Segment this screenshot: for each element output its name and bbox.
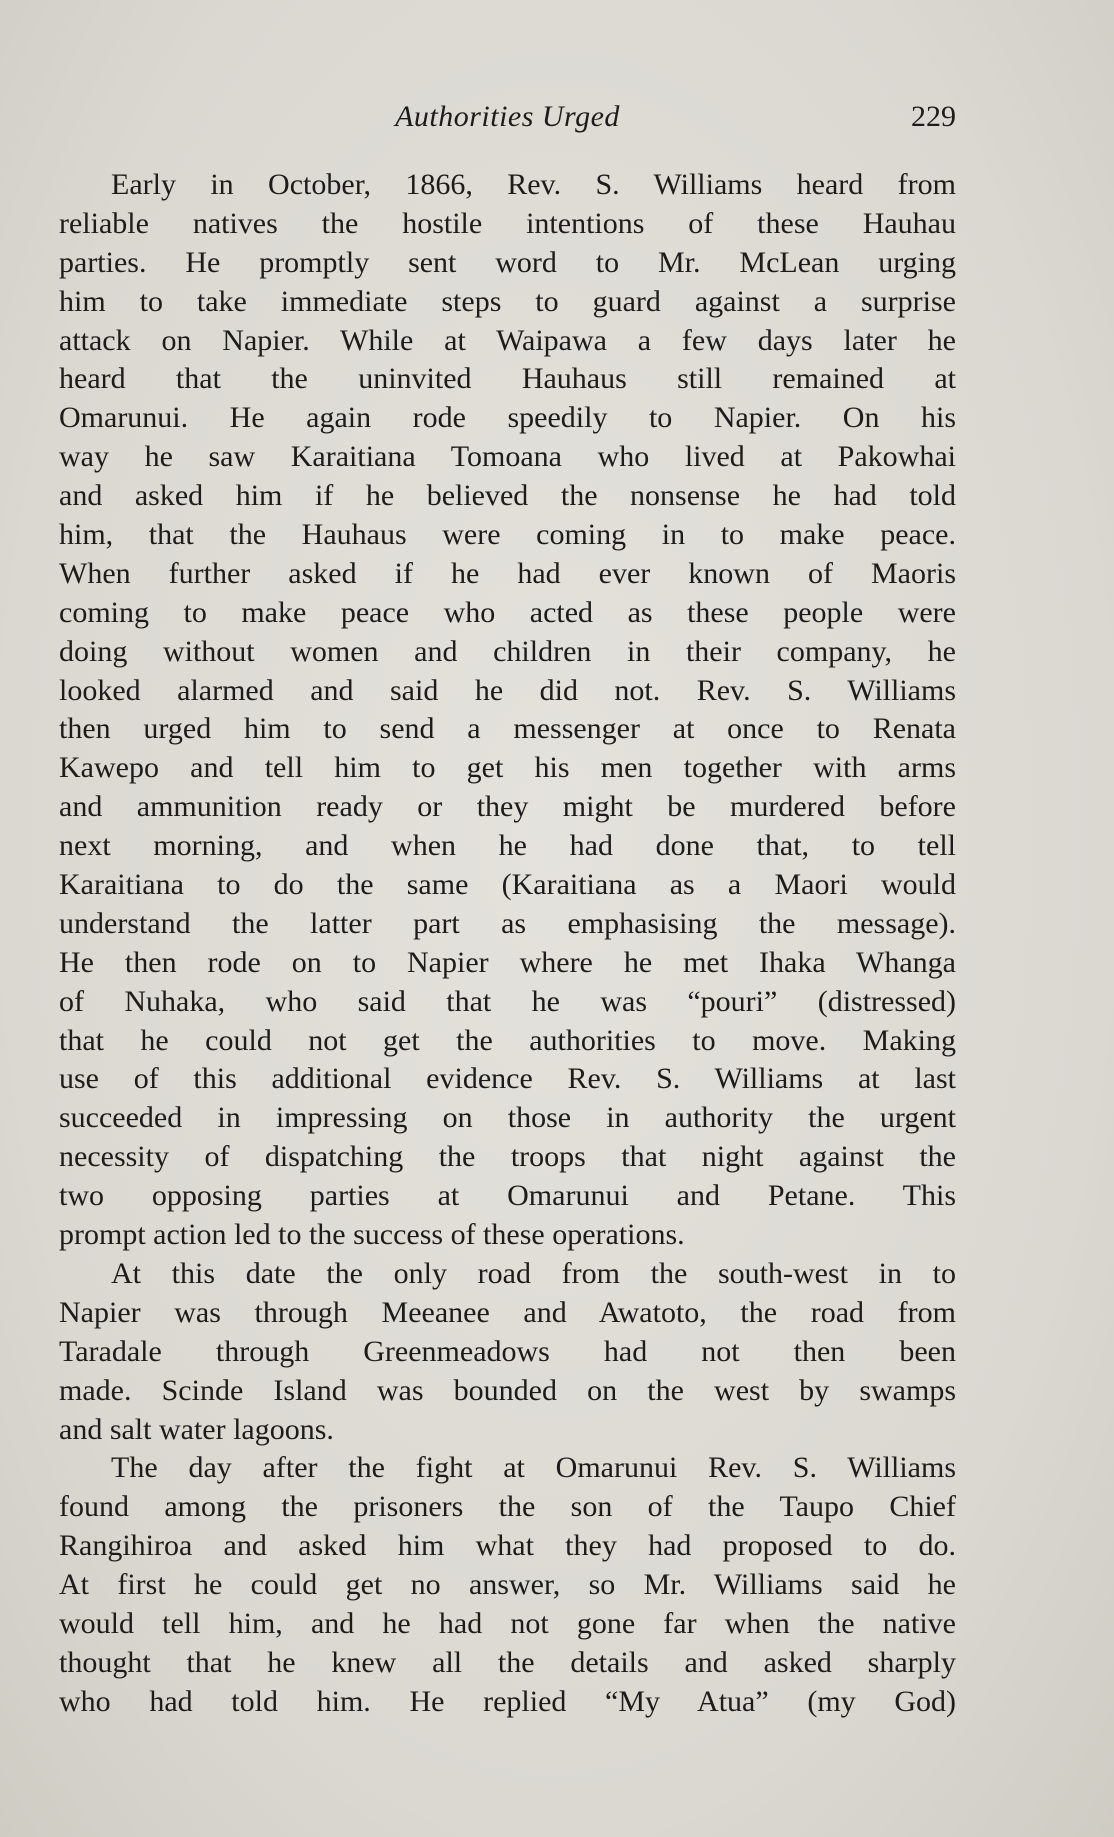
text-line: of Nuhaka, who said that he was “pouri” (distressed)	[59, 984, 956, 1018]
text-line: At this date the only road from the south-west in to	[111, 1256, 956, 1290]
text-line: When further asked if he had ever known of Maoris	[59, 556, 956, 590]
running-title: Authorities Urged	[395, 100, 620, 133]
text-line: way he saw Karaitiana Tomoana who lived at Pakowhai	[59, 440, 956, 474]
text-line: that he could not get the authorities to move. Making	[59, 1023, 956, 1057]
text-line: who had told him. He replied “My Atua” (my God)	[59, 1684, 956, 1718]
paragraph	[59, 1255, 956, 1449]
body-text	[59, 166, 956, 1722]
text-line: attack on Napier. While at Waipawa a few days later he	[59, 323, 956, 357]
text-line: reliable natives the hostile intentions of these Hauhau	[59, 206, 956, 240]
text-line: He then rode on to Napier where he met Ihaka Whanga	[59, 945, 956, 979]
text-line: him, that the Hauhaus were coming in to make peace.	[59, 518, 956, 552]
text-line: Early in October, 1866, Rev. S. Williams heard from	[111, 168, 956, 201]
text-line: parties. He promptly sent word to Mr. McLean urging	[59, 245, 956, 279]
text-line: made. Scinde Island was bounded on the west by swamps	[59, 1373, 956, 1407]
text-line: and salt water lagoons.	[59, 1412, 334, 1446]
text-line: heard that the uninvited Hauhaus still remained at	[59, 362, 956, 396]
paragraph	[59, 1449, 956, 1721]
text-line: use of this additional evidence Rev. S. Williams at last	[59, 1062, 956, 1096]
text-line: The day after the fight at Omarunui Rev. S. Williams	[111, 1451, 956, 1485]
text-line: would tell him, and he had not gone far when the native	[59, 1606, 956, 1640]
text-line: prompt action led to the success of these operations.	[59, 1218, 685, 1252]
text-line: Karaitiana to do the same (Karaitiana as a Maori would	[59, 868, 956, 902]
text-line: coming to make peace who acted as these people were	[59, 595, 956, 629]
text-line: thought that he knew all the details and asked sharply	[59, 1645, 956, 1679]
text-line: looked alarmed and said he did not. Rev. S. Williams	[59, 673, 956, 707]
text-line: then urged him to send a messenger at once to Renata	[59, 712, 956, 746]
text-line: and asked him if he believed the nonsense he had told	[59, 479, 956, 513]
text-line: Taradale through Greenmeadows had not then been	[59, 1334, 956, 1368]
paragraph	[59, 166, 956, 1255]
text-line: found among the prisoners the son of the Taupo Chief	[59, 1490, 956, 1524]
text-line: two opposing parties at Omarunui and Petane. This	[59, 1179, 956, 1213]
text-line: understand the latter part as emphasising the message).	[59, 906, 956, 940]
text-line: next morning, and when he had done that, to tell	[59, 829, 956, 863]
text-line: him to take immediate steps to guard against a surprise	[59, 284, 956, 318]
text-line: Kawepo and tell him to get his men together with arms	[59, 751, 956, 785]
text-line: and ammunition ready or they might be murdered before	[59, 790, 956, 824]
text-line: Napier was through Meeanee and Awatoto, the road from	[59, 1295, 956, 1329]
text-line: doing without women and children in their company, he	[59, 634, 956, 668]
text-line: Omarunui. He again rode speedily to Napier. On his	[59, 401, 956, 435]
text-line: succeeded in impressing on those in authority the urgent	[59, 1101, 956, 1135]
page-number: 229	[911, 100, 956, 133]
text-line: necessity of dispatching the troops that night against the	[59, 1140, 956, 1174]
running-head	[59, 100, 956, 146]
text-line: At first he could get no answer, so Mr. Williams said he	[59, 1568, 956, 1602]
text-line: Rangihiroa and asked him what they had proposed to do.	[59, 1529, 956, 1563]
